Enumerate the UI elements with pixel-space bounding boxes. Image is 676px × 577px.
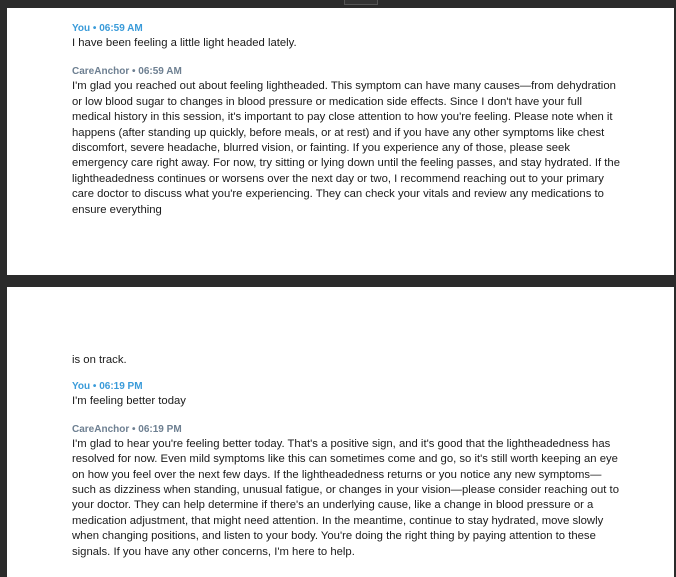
page-1-content — [72, 22, 620, 231]
message-meta: CareAnchor • 06:59 AM — [72, 66, 182, 78]
message-meta: You • 06:19 PM — [72, 381, 143, 393]
message-user-1 — [72, 22, 620, 51]
message-text: I'm feeling better today — [72, 395, 186, 408]
document-page-2 — [7, 287, 674, 577]
page-drag-handle[interactable] — [344, 0, 378, 5]
document-top-bar — [0, 0, 676, 8]
message-meta: CareAnchor • 06:19 PM — [72, 423, 182, 435]
message-text: I have been feeling a little light headed lately. — [72, 37, 297, 49]
document-page-1 — [7, 8, 674, 275]
message-continuation: is on track. — [72, 354, 127, 366]
message-careanchor-2 — [72, 423, 620, 560]
message-text: I'm glad to hear you're feeling better today. That's a positive sign, and it's good that the lightheadedness has resolved for now. Even mild symptoms like this can sometimes come and go, so it's still worth keeping an eye on how you feel over the next few days. If the lightheadedness returns or you notice any new symptoms—such as dizziness when standing, unusual fatigue, or changes in your vision—please consider reaching out to your doctor. They can help determine if there's an underlying cause, like a change in blood pressure or a medication adjustment, that might need attention. In the meantime, continue to stay hydrated, move slowly when changing positions, and listen to your body. You're doing the right thing by paying attention to these signals. If you have any other concerns, I'm here to help. — [72, 437, 619, 558]
message-careanchor-1 — [72, 65, 620, 218]
page-2-content — [72, 353, 620, 573]
message-user-2 — [72, 380, 620, 409]
message-text: I'm glad you reached out about feeling lightheaded. This symptom can have many causes—from dehydration or low blood sugar to changes in blood pressure or medication side effects. Since I don't have your full medical history in this session, it's important to pay close attention to how you're feeling. Please note when it happens (after standing up quickly, before meals, or at rest) and if you have any other symptoms like chest discomfort, severe headache, blurred vision, or fainting. If you experience any of those, please seek emergency care right away. For now, try sitting or lying down until the feeling passes, and stay hydrated. If the lightheadedness continues or worsens over the next day or two, I recommend reaching out to your primary care doctor to discuss what you're experiencing. They can check your vitals and review any medications to ensure everything — [72, 80, 620, 216]
message-meta: You • 06:59 AM — [72, 23, 143, 34]
